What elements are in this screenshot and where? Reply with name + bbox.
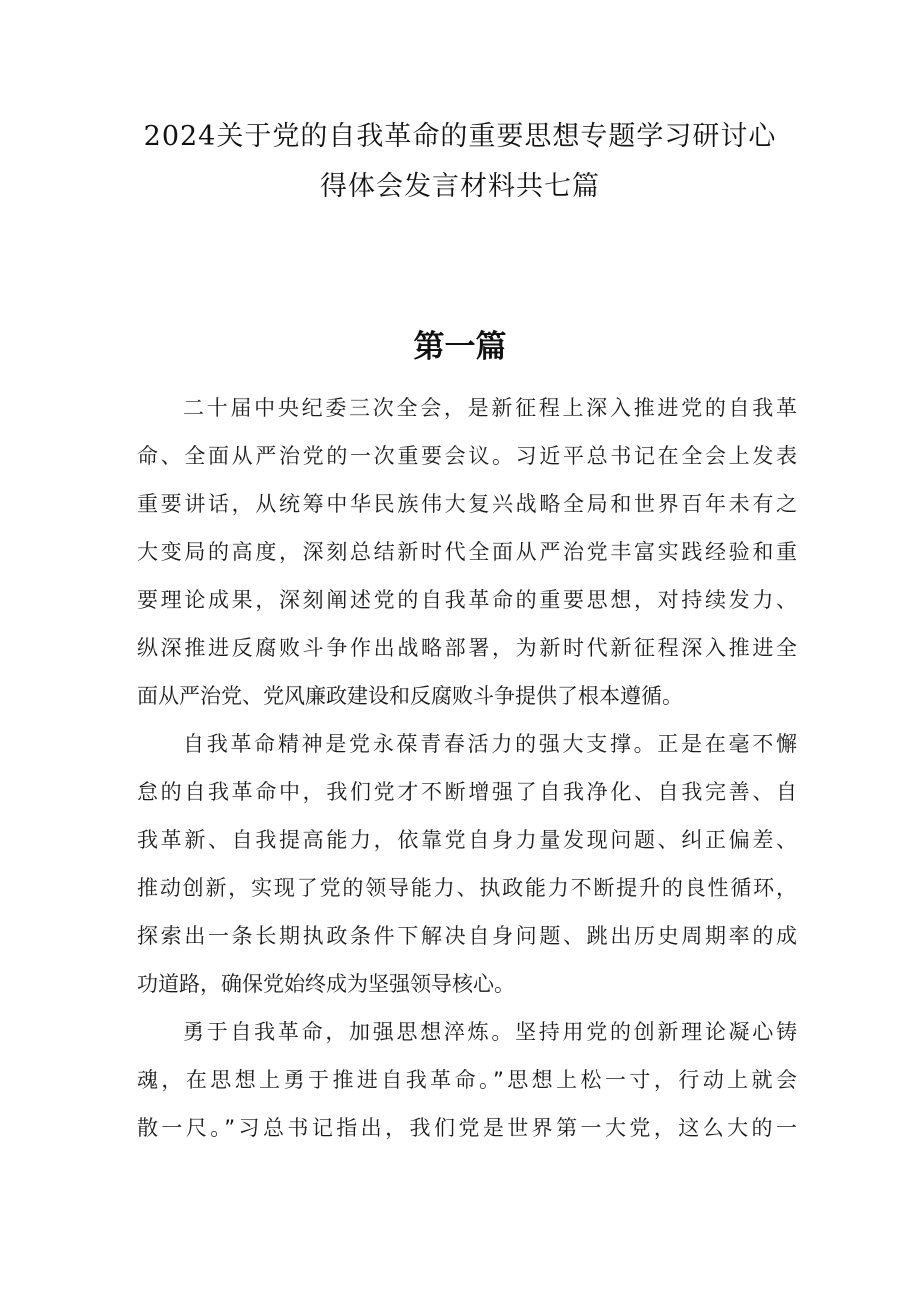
document-title <box>130 112 790 212</box>
paragraph-line: 命、全面从严治党的一次重要会议。习近平总书记在全会上发表 <box>137 444 797 468</box>
paragraph-line: 魂，在思想上勇于推进自我革命。”思想上松一寸，行动上就会 <box>137 1068 797 1092</box>
paragraph-line: 勇于自我革命，加强思想淬炼。坚持用党的创新理论凝心铸 <box>183 1020 797 1044</box>
paragraph-1 <box>137 384 797 720</box>
paragraph-line: 面从严治党、党风廉政建设和反腐败斗争提供了根本遵循。 <box>137 684 683 708</box>
paragraph-line: 自我革命精神是党永葆青春活力的强大支撑。正是在毫不懈 <box>183 732 797 756</box>
paragraph-3 <box>137 1008 797 1152</box>
paragraph-line: 怠的自我革命中，我们党才不断增强了自我净化、自我完善、自 <box>137 780 797 804</box>
paragraph-2 <box>137 720 797 1008</box>
paragraph-line: 散一尺。”习总书记指出，我们党是世界第一大党，这么大的一 <box>137 1116 797 1140</box>
paragraph-line: 探索出一条长期执政条件下解决自身问题、跳出历史周期率的成 <box>137 924 797 948</box>
paragraph-line: 大变局的高度，深刻总结新时代全面从严治党丰富实践经验和重 <box>137 540 797 564</box>
paragraph-line: 要理论成果，深刻阐述党的自我革命的重要思想，对持续发力、 <box>137 588 797 612</box>
section-heading: 第一篇 <box>413 329 507 365</box>
paragraph-line: 我革新、自我提高能力，依靠党自身力量发现问题、纠正偏差、 <box>137 828 797 852</box>
body-text <box>137 384 797 1152</box>
paragraph-line: 推动创新，实现了党的领导能力、执政能力不断提升的良性循环， <box>137 876 797 900</box>
paragraph-line: 重要讲话，从统筹中华民族伟大复兴战略全局和世界百年未有之 <box>137 492 797 516</box>
paragraph-line: 功道路，确保党始终成为坚强领导核心。 <box>137 972 515 996</box>
paragraph-line: 纵深推进反腐败斗争作出战略部署，为新时代新征程深入推进全 <box>137 636 797 660</box>
document-title-line-1: 2024关于党的自我革命的重要思想专题学习研讨心 <box>143 121 777 152</box>
document-title-line-2: 得体会发言材料共七篇 <box>320 171 600 202</box>
paragraph-line: 二十届中央纪委三次全会，是新征程上深入推进党的自我革 <box>183 396 797 420</box>
